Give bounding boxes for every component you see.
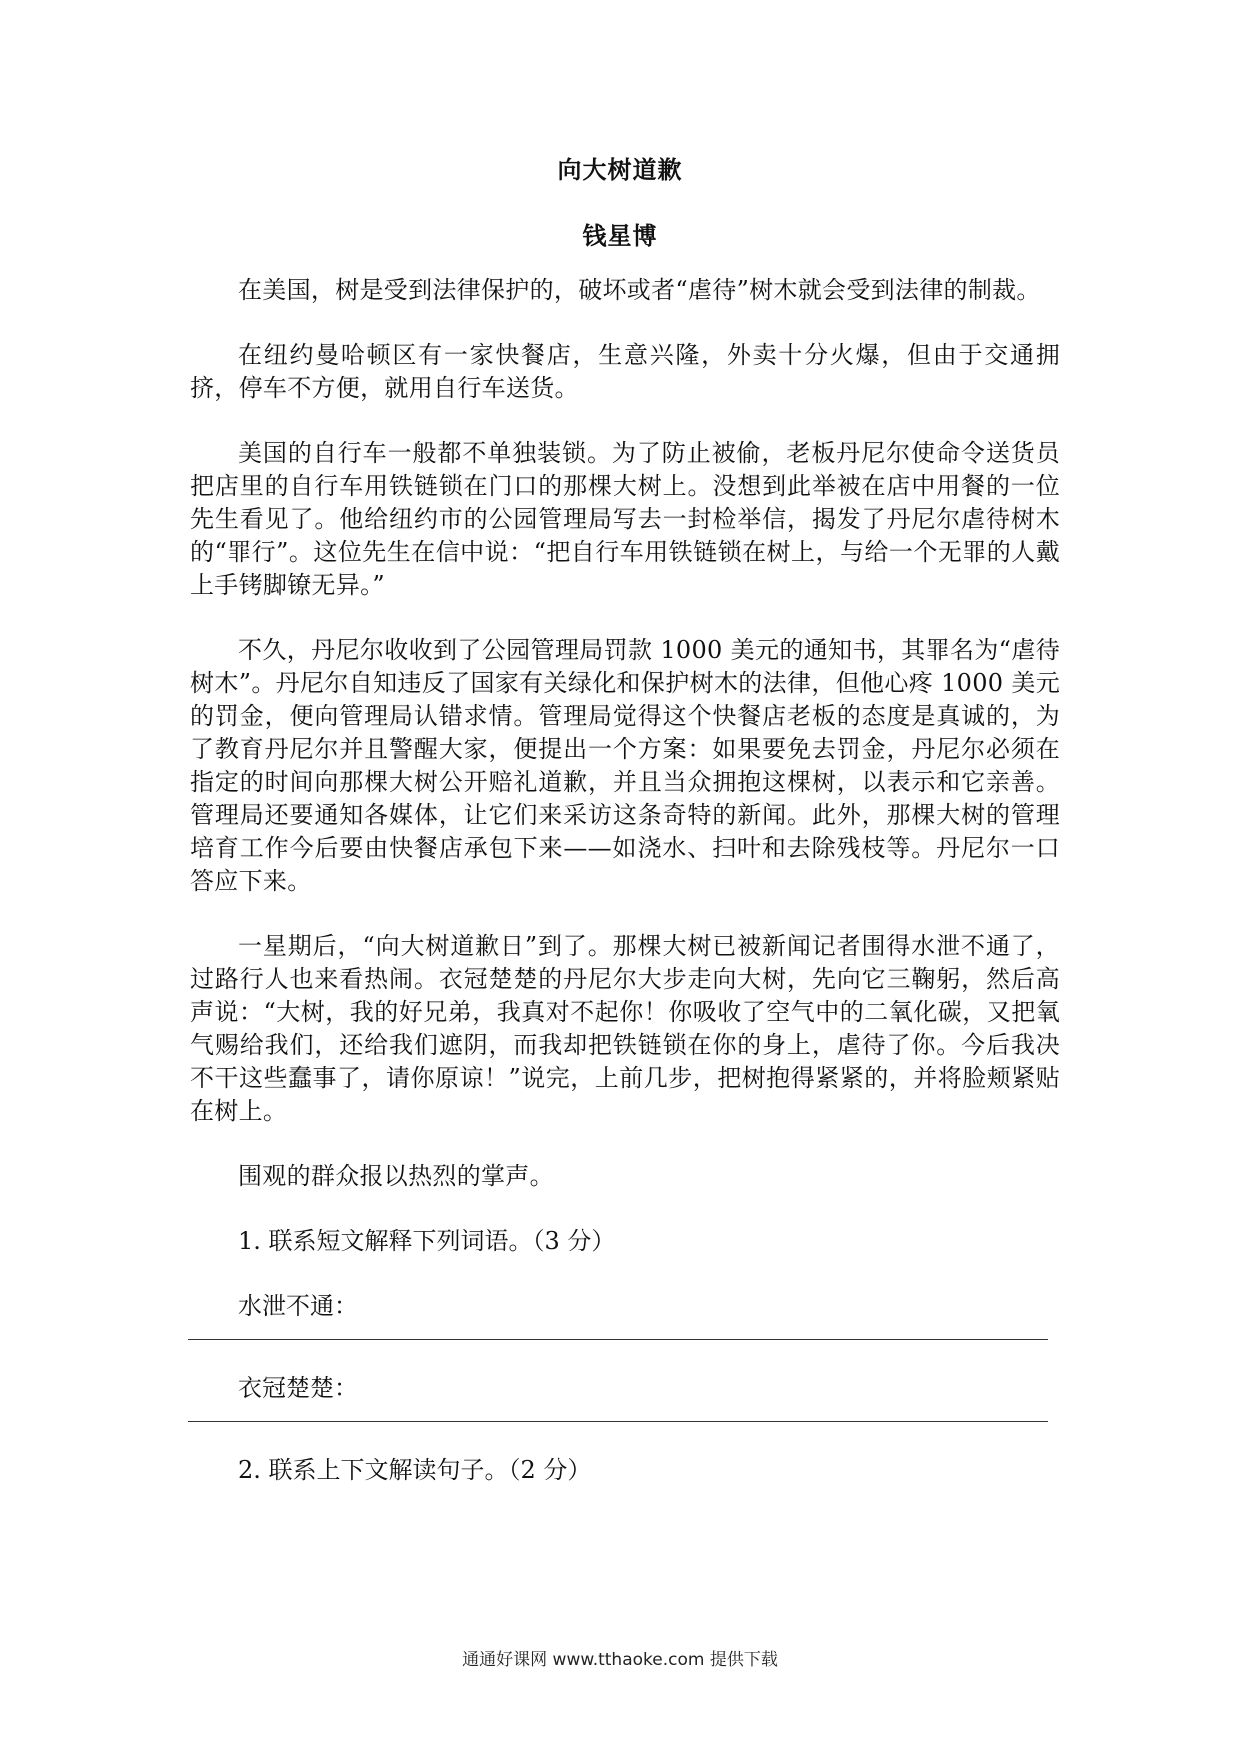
paragraph-5: 一星期后，“向大树道歉日”到了。那棵大树已被新闻记者围得水泄不通了，过路行人也来看热闹。衣冠楚楚的丹尼尔大步走向大树，先向它三鞠躬，然后高声说：“大树，我的好兄弟，我真对不起你！你吸收了空气中的二氧化碳，又把氧气赐给我们，还给我们遮阴，而我却把铁链锁在你的身上，虐待了你。今后我决不干这些蠢事了，请你原谅！”说完，上前几步，把树抱得紧紧的，并将脸颊紧贴在树上。	[190, 932, 1060, 1125]
footer-download-note: 通通好课网 www.tthaoke.com 提供下载	[462, 1650, 778, 1670]
answer-line-1[interactable]	[188, 1339, 1048, 1340]
paragraph-6: 围观的群众报以热烈的掌声。	[238, 1162, 554, 1190]
paragraph-3: 美国的自行车一般都不单独装锁。为了防止被偷，老板丹尼尔使命令送货员把店里的自行车用铁链锁在门口的那棵大树上。没想到此举被在店中用餐的一位先生看见了。他给纽约市的公园管理局写去一封检举信，揭发了丹尼尔虐待树木的“罪行”。这位先生在信中说：“把自行车用铁链锁在树上，与给一个无罪的人戴上手铐脚镣无异。”	[190, 439, 1060, 599]
paragraph-4: 不久，丹尼尔收收到了公园管理局罚款 1000 美元的通知书，其罪名为“虐待树木”。丹尼尔自知违反了国家有关绿化和保护树木的法律，但他心疼 1000 美元的罚金，便向管理局认错求情。管理局觉得这个快餐店老板的态度是真诚的，为了教育丹尼尔并且警醒大家，便提出一个方案：如果要免去罚金，丹尼尔必须在指定的时间向那棵大树公开赔礼道歉，并且当众拥抱这棵树，以表示和它亲善。管理局还要通知各媒体，让它们来采访这条奇特的新闻。此外，那棵大树的管理培育工作今后要由快餐店承包下来——如浇水、扫叶和去除残枝等。丹尼尔一口答应下来。	[190, 636, 1060, 895]
paragraph-2: 在纽约曼哈顿区有一家快餐店，生意兴隆，外卖十分火爆，但由于交通拥挤，停车不方便，就用自行车送货。	[190, 341, 1060, 402]
author-name: 钱星博	[582, 222, 658, 250]
article-body	[190, 274, 1060, 1487]
paragraph-1: 在美国，树是受到法律保护的，破坏或者“虐待”树木就会受到法律的制裁。	[238, 276, 1041, 304]
question-2: 2. 联系上下文解读句子。（2 分）	[238, 1456, 592, 1484]
question-1-term-2: 衣冠楚楚：	[238, 1374, 358, 1402]
document-title: 向大树道歉	[557, 156, 683, 184]
question-1: 1. 联系短文解释下列词语。（3 分）	[238, 1227, 616, 1255]
answer-line-2[interactable]	[188, 1421, 1048, 1422]
question-1-term-1: 水泄不通：	[238, 1292, 358, 1320]
